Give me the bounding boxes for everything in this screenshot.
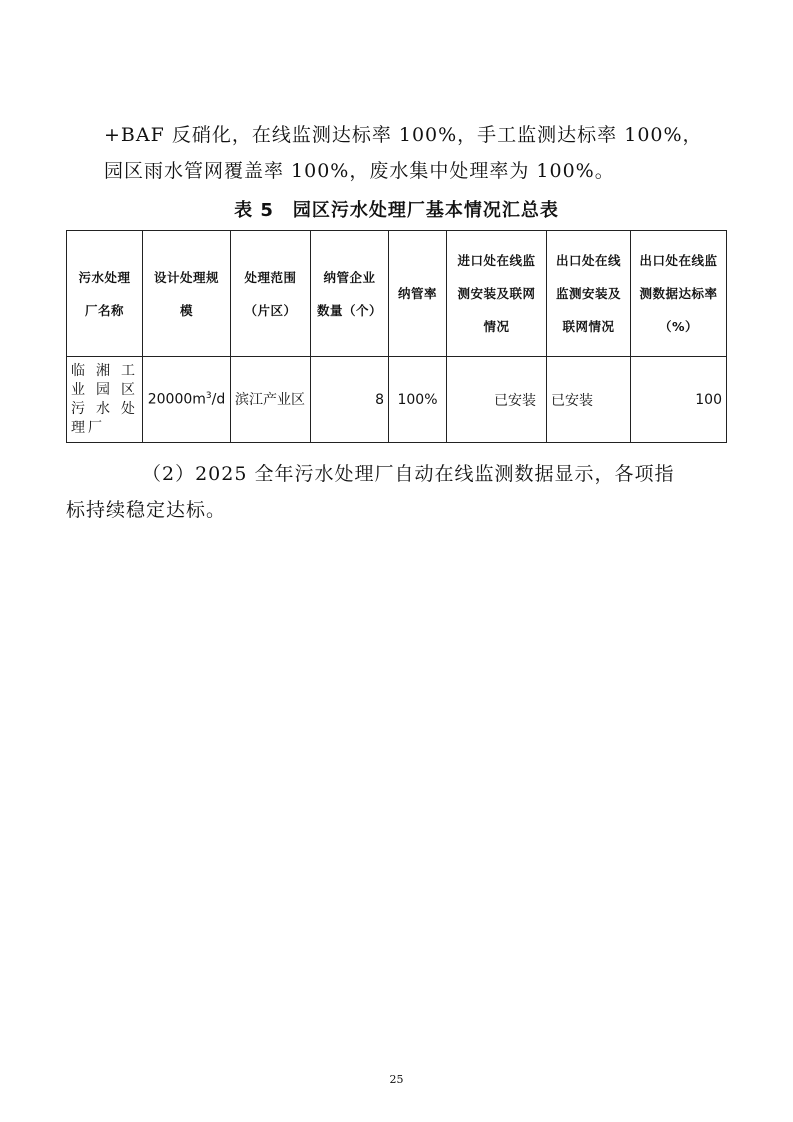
header-inlet-monitoring: 进口处在线监 测安装及联网 情况 [447, 231, 547, 357]
header-connection-rate: 纳管率 [389, 231, 447, 357]
header-enterprise-count: 纳管企业 数量（个） [311, 231, 389, 357]
monitoring-paragraph [66, 456, 726, 528]
intro-paragraph [66, 117, 726, 189]
cell-plant-name: 临湘工业园区污水处理厂 [67, 357, 143, 443]
cell-enterprise-count: 8 [311, 357, 389, 443]
page-number: 25 [389, 1073, 404, 1086]
cell-outlet-status: 已安装 [547, 357, 631, 443]
monitoring-line-2: 标持续稳定达标。 [66, 499, 227, 521]
cell-service-range: 滨江产业区 [231, 357, 311, 443]
intro-line-1: +BAF 反硝化，在线监测达标率 100%，手工监测达标率 100%， [104, 124, 703, 146]
table-row [67, 357, 727, 443]
header-design-capacity: 设计处理规 模 [143, 231, 231, 357]
header-compliance-rate: 出口处在线监 测数据达标率 （%） [631, 231, 727, 357]
monitoring-line-1: （2）2025 全年污水处理厂自动在线监测数据显示，各项指 [142, 463, 675, 485]
header-outlet-monitoring: 出口处在线 监测安装及 联网情况 [547, 231, 631, 357]
cell-design-capacity: $20000m^3/d$ [143, 357, 231, 443]
header-plant-name: 污水处理 厂名称 [67, 231, 143, 357]
table-header-row [67, 231, 727, 357]
cell-inlet-status: 已安装 [447, 357, 547, 443]
cell-connection-rate: 100% [389, 357, 447, 443]
header-service-range: 处理范围 （片区） [231, 231, 311, 357]
table-caption: 表 5 园区污水处理厂基本情况汇总表 [234, 200, 559, 221]
intro-line-2: 园区雨水管网覆盖率 100%，废水集中处理率为 100%。 [104, 160, 615, 182]
cell-compliance-rate: 100 [631, 357, 727, 443]
wastewater-plant-summary-table [66, 230, 727, 443]
